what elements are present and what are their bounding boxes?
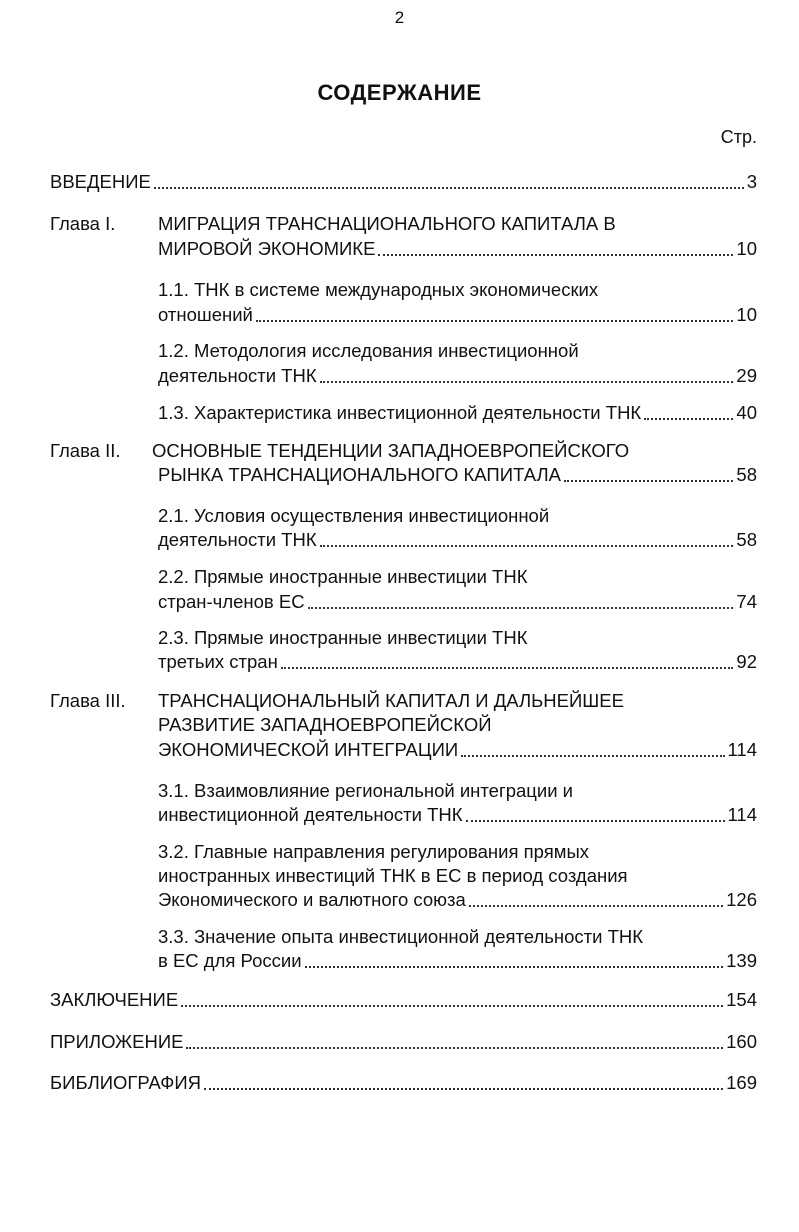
toc-entry-page: 10 (736, 304, 757, 325)
toc-entry-page: 3 (746, 171, 757, 192)
toc-entry-section-1-2[interactable] (158, 364, 757, 388)
toc-entry-page: 160 (726, 1031, 757, 1052)
section-title-line: третьих стран (158, 651, 278, 672)
dot-leader (378, 253, 733, 256)
toc-entry-page: 58 (736, 464, 757, 485)
chapter-label: Глава II. (50, 440, 121, 461)
toc-entry-appendix[interactable] (50, 1030, 757, 1054)
toc-entry-chapter-2[interactable] (158, 463, 757, 487)
page-number: 2 (394, 8, 405, 27)
section-title-line: инвестиционной деятельности ТНК (158, 804, 463, 825)
dot-leader (186, 1046, 723, 1049)
toc-entry-chapter-1[interactable] (158, 237, 757, 261)
dot-leader (281, 666, 734, 669)
section-title-line[interactable]: 3.1. Взаимовлияние региональной интеграции и (158, 780, 574, 801)
dot-leader (305, 965, 724, 968)
chapter-title-line: РЫНКА ТРАНСНАЦИОНАЛЬНОГО КАПИТАЛА (158, 464, 561, 485)
toc-entry-page: 92 (736, 651, 757, 672)
section-title-line: 1.3. Характеристика инвестиционной деятельности ТНК (158, 402, 642, 423)
toc-entry-page: 58 (736, 529, 757, 550)
section-title-line: отношений (158, 304, 253, 325)
section-title-line[interactable]: 2.3. Прямые иностранные инвестиции ТНК (158, 627, 528, 648)
toc-entry-label: ПРИЛОЖЕНИЕ (50, 1031, 184, 1052)
chapter-title-line[interactable]: ТРАНСНАЦИОНАЛЬНЫЙ КАПИТАЛ И ДАЛЬНЕЙШЕЕ (158, 690, 624, 711)
chapter-title-line[interactable]: РАЗВИТИЕ ЗАПАДНОЕВРОПЕЙСКОЙ (158, 714, 492, 735)
chapter-title-line[interactable]: МИГРАЦИЯ ТРАНСНАЦИОНАЛЬНОГО КАПИТАЛА В (158, 213, 616, 234)
dot-leader (308, 606, 734, 609)
toc-entry-page: 10 (736, 238, 757, 259)
section-title-line[interactable]: 1.2. Методология исследования инвестиционной (158, 340, 579, 361)
page-column-label: Стр. (720, 127, 757, 147)
toc-entry-section-3-3[interactable] (158, 949, 757, 973)
dot-leader (154, 186, 744, 189)
toc-entry-page: 139 (726, 950, 757, 971)
section-title-line: в ЕС для России (158, 950, 302, 971)
toc-entry-page: 114 (727, 804, 757, 825)
chapter-title-line[interactable]: ОСНОВНЫЕ ТЕНДЕНЦИИ ЗАПАДНОЕВРОПЕЙСКОГО (152, 440, 630, 461)
section-title-line[interactable]: 3.2. Главные направления регулирования прямых (158, 841, 590, 862)
toc-entry-page: 114 (727, 739, 757, 760)
page-title: СОДЕРЖАНИЕ (317, 80, 482, 105)
toc-entry-page: 154 (726, 989, 757, 1010)
toc-entry-page: 40 (736, 402, 757, 423)
section-title-line[interactable]: 2.2. Прямые иностранные инвестиции ТНК (158, 566, 528, 587)
toc-entry-section-3-2[interactable] (158, 888, 757, 912)
toc-entry-label: БИБЛИОГРАФИЯ (50, 1072, 201, 1093)
dot-leader (204, 1087, 723, 1090)
dot-leader (644, 417, 733, 420)
toc-entry-section-3-1[interactable] (158, 803, 757, 827)
dot-leader (469, 904, 723, 907)
chapter-label: Глава III. (50, 690, 126, 711)
section-title-line[interactable]: 1.1. ТНК в системе международных экономических (158, 279, 599, 300)
section-title-line: деятельности ТНК (158, 365, 317, 386)
toc-entry-chapter-3[interactable] (158, 738, 757, 762)
chapter-title-line: МИРОВОЙ ЭКОНОМИКЕ (158, 238, 376, 259)
section-title-line[interactable]: 2.1. Условия осуществления инвестиционной (158, 505, 550, 526)
section-title-line[interactable]: 3.3. Значение опыта инвестиционной деятельности ТНК (158, 926, 644, 947)
toc-entry-conclusion[interactable] (50, 988, 757, 1012)
toc-entry-section-2-1[interactable] (158, 528, 757, 552)
section-title-line[interactable]: иностранных инвестиций ТНК в ЕС в период создания (158, 865, 628, 886)
toc-entry-bibliography[interactable] (50, 1071, 757, 1095)
toc-entry-section-2-2[interactable] (158, 590, 757, 614)
toc-entry-page: 29 (736, 365, 757, 386)
toc-entry-intro[interactable] (50, 170, 757, 194)
dot-leader (320, 380, 734, 383)
section-title-line: стран-членов ЕС (158, 591, 305, 612)
chapter-label: Глава I. (50, 213, 116, 234)
toc-entry-label: ВВЕДЕНИЕ (50, 171, 151, 192)
chapter-title-line: ЭКОНОМИЧЕСКОЙ ИНТЕГРАЦИИ (158, 739, 459, 760)
section-title-line: Экономического и валютного союза (158, 889, 466, 910)
dot-leader (181, 1004, 723, 1007)
dot-leader (320, 544, 734, 547)
toc-entry-page: 126 (726, 889, 757, 910)
dot-leader (461, 754, 724, 757)
toc-entry-section-1-3[interactable] (158, 401, 757, 425)
toc-entry-label: ЗАКЛЮЧЕНИЕ (50, 989, 179, 1010)
dot-leader (564, 479, 733, 482)
toc-entry-section-2-3[interactable] (158, 650, 757, 674)
dot-leader (466, 819, 725, 822)
dot-leader (256, 319, 734, 322)
section-title-line: деятельности ТНК (158, 529, 317, 550)
toc-entry-page: 169 (726, 1072, 757, 1093)
toc-entry-section-1-1[interactable] (158, 303, 757, 327)
toc-entry-page: 74 (736, 591, 757, 612)
